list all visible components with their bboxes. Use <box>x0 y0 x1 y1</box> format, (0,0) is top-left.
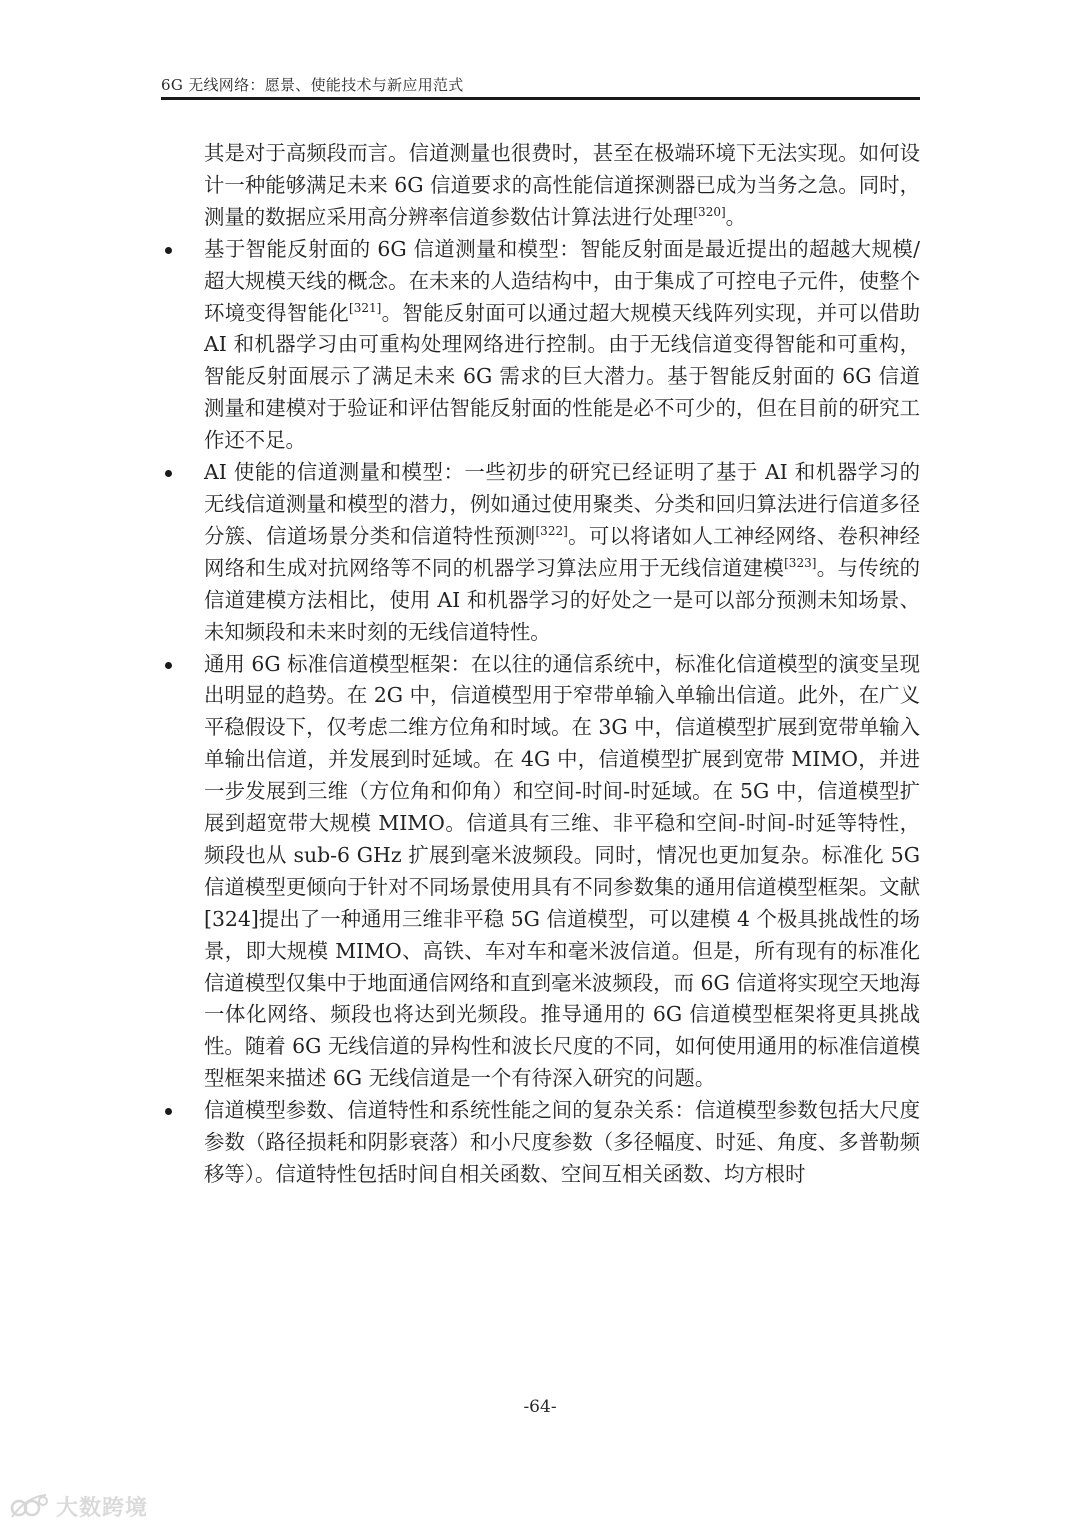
bullet-item <box>161 457 920 648</box>
watermark-text: 大数跨境 <box>56 1495 149 1521</box>
text-run: 基于智能反射面的 6G 信道测量和模型：智能反射面是最近提出的超越大规模/超大规模天线的概念。在未来的人造结构中，由于集成了可控电子元件，使整个环境变得智能化 <box>204 236 920 325</box>
citation-ref: [320] <box>693 204 726 219</box>
watermark-logo-icon <box>10 1491 52 1521</box>
text-run: 。智能反射面可以通过超大规模天线阵列实现，并可以借助 AI 和机器学习由可重构处理网络进行控制。由于无线信道变得智能和可重构，智能反射面展示了满足未来 6G 需求的巨大潜力。基于智能反射面的 6G 信道测量和建模对于验证和评估智能反射面的性能是必不可少的，但在目前的研究工作还不足。 <box>204 300 920 453</box>
text-run: AI 使能的信道测量和模型：一些初步的研究已经证明了基于 AI 和机器学习的无线信道测量和模型的潜力，例如通过使用聚类、分类和回归算法进行信道多径分簇、信道场景分类和信道特性预测 <box>204 460 920 548</box>
citation-ref: [321] <box>349 300 382 315</box>
watermark <box>10 1490 148 1522</box>
page-number: -64- <box>523 1397 557 1417</box>
citation-ref: [322] <box>535 523 568 538</box>
citation-ref: [323] <box>784 555 817 570</box>
text-run: 信道模型参数、信道特性和系统性能之间的复杂关系：信道模型参数包括大尺度参数（路径损耗和阴影衰落）和小尺度参数（多径幅度、时延、角度、多普勒频移等）。信道特性包括时间自相关函数、空间互相关函数、均方根时 <box>204 1098 920 1186</box>
text-run: 。可以将诸如人工神经网络、卷积神经网络和生成对抗网络等不同的机器学习算法应用于无线信道建模 <box>204 523 920 580</box>
running-header: 6G 无线网络：愿景、使能技术与新应用范式 <box>161 76 464 94</box>
bullet-item <box>161 234 920 457</box>
text-run: 其是对于高频段而言。信道测量也很费时，甚至在极端环境下无法实现。如何设计一种能够满足未来 6G 信道要求的高性能信道探测器已成为当务之急。同时，测量的数据应采用高分辨率信道参数估计算法进行处理 <box>204 141 920 229</box>
bullet-item <box>161 649 920 1096</box>
bullet-dot-icon <box>165 1108 172 1115</box>
paragraph <box>161 138 920 234</box>
bullet-dot-icon <box>165 662 172 669</box>
text-run: 通用 6G 标准信道模型框架：在以往的通信系统中，标准化信道模型的演变呈现出明显的趋势。在 2G 中，信道模型用于窄带单输入单输出信道。此外，在广义平稳假设下，仅考虑二维方位角和时域。在 3G 中，信道模型扩展到宽带单输入单输出信道，并发展到时延域。在 4G 中，信道模型扩展到宽带 MIMO，并进一步发展到三维（方位角和仰角）和空间-时间-时延域。在 5G 中，信道模型扩展到超宽带大规模 MIMO。信道具有三维、非平稳和空间-时间-时延等特性，频段也从 sub-6 GHz 扩展到毫米波频段。同时，情况也更加复杂。标准化 5G 信道模型更倾向于针对不同场景使用具有不同参数集的通用信道模型框架。文献[324]提出了一种通用三维非平稳 5G 信道模型，可以建模 4 个极具挑战性的场景，即大规模 MIMO、高铁、车对车和毫米波信道。但是，所有现有的标准化信道模型仅集中于地面通信网络和直到毫米波频段，而 6G 信道将实现空天地海一体化网络、频段也将达到光频段。推导通用的 6G 信道模型框架将更具挑战性。随着 6G 无线信道的异构性和波长尺度的不同，如何使用通用的标准信道模型框架来描述 6G 无线信道是一个有待深入研究的问题。 <box>204 651 920 1091</box>
text-run: 。 <box>725 204 747 229</box>
bullet-dot-icon <box>165 470 172 477</box>
text-run: 。与传统的信道建模方法相比，使用 AI 和机器学习的好处之一是可以部分预测未知场景、未知频段和未来时刻的无线信道特性。 <box>204 555 920 644</box>
bullet-dot-icon <box>165 247 172 254</box>
header-rule <box>161 97 920 100</box>
bullet-item <box>161 1095 920 1191</box>
document-body <box>161 138 920 1191</box>
